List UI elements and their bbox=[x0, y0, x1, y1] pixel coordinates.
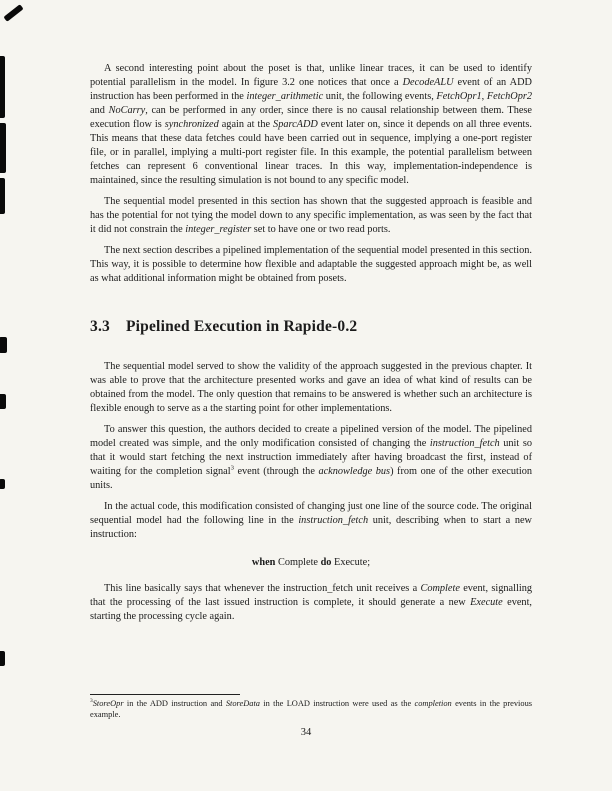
scan-artifact bbox=[0, 337, 7, 353]
page-body bbox=[90, 62, 532, 631]
paragraph-sequential-model: The sequential model presented in this section has shown that the suggested approach is feasible and has the potential for not tying the model down to any specific implementation, as was seen by the fact that it did not constrain the integer_register set to have one or two read ports. bbox=[90, 196, 532, 235]
section-number: 3.3 bbox=[90, 318, 110, 335]
code-statement: when Complete do Execute; bbox=[251, 557, 371, 568]
scan-artifact bbox=[0, 394, 6, 409]
paragraph-next-section: The next section describes a pipelined implementation of the sequential model presented in this section. This way, it is possible to determine how flexible and adaptable the suggested approach might be, as well as what additional information might be obtained from posets. bbox=[90, 245, 532, 284]
scan-artifact bbox=[0, 56, 5, 118]
scan-artifact bbox=[0, 651, 5, 666]
paragraph-model-validity: The sequential model served to show the validity of the approach suggested in the previous chapter. It was able to prove that the architecture presented works and gave an idea of what kind of results can be obtained from the model. The only question that remains to be answered is whether such an architecture is flexible enough to serve as a the starting point for other implementations. bbox=[90, 361, 532, 414]
section-heading bbox=[90, 318, 532, 336]
scan-artifact bbox=[0, 479, 5, 489]
paragraph-code-change: In the actual code, this modification consisted of changing just one line of the source code. The original sequential model had the following line in the instruction_fetch unit, describing when to start a new instruction: bbox=[90, 501, 532, 540]
footnote-rule bbox=[90, 694, 240, 695]
page-number: 34 bbox=[300, 727, 312, 738]
paragraph-line-explanation: This line basically says that whenever the instruction_fetch unit receives a Complete event, signalling that the processing of the last issued instruction is complete, it should generate a new Execute event, starting the processing cycle again. bbox=[90, 583, 532, 622]
paragraph-pipelined-version: To answer this question, the authors decided to create a pipelined version of the model. The pipelined model created was simple, and the only modification consisted of changing the instruction_fetch unit so that it would start fetching the next instruction immediately after having broadcast the first, instead of waiting for the completion signal$^3$ event (through the acknowledge bus) from one of the other execution units. bbox=[90, 424, 532, 491]
footnote-text: $^3$StoreOpr in the ADD instruction and StoreData in the LOAD instruction were used as the completion events in the previous example. bbox=[90, 698, 533, 719]
section-title: Pipelined Execution in Rapide-0.2 bbox=[125, 318, 358, 335]
scan-artifact bbox=[3, 4, 23, 22]
scan-artifact bbox=[0, 178, 5, 214]
paragraph-poset-parallelism: A second interesting point about the poset is that, unlike linear traces, it can be used to identify potential parallelism in the model. In figure 3.2 one notices that once a DecodeALU event of an ADD instruction has been performed in the integer_arithmetic unit, the following events, FetchOpr1, FetchOpr2 and NoCarry, can be performed in any order, since there is no causal relationship between them. These execution flow is synchronized again at the SparcADD event later on, since it depends on all three events. This means that these data fetches could have been carried out in sequence, implying a one-port register file, or in parallel, implying a multi-port register file. In this example, the potential parallelism between fetches can represent 6 conventional linear traces. In this way, implementation-independence is maintained, since the resulting simulation is not bound to any specific model. bbox=[90, 63, 533, 186]
footnote bbox=[90, 694, 532, 720]
scan-artifact bbox=[0, 123, 6, 173]
